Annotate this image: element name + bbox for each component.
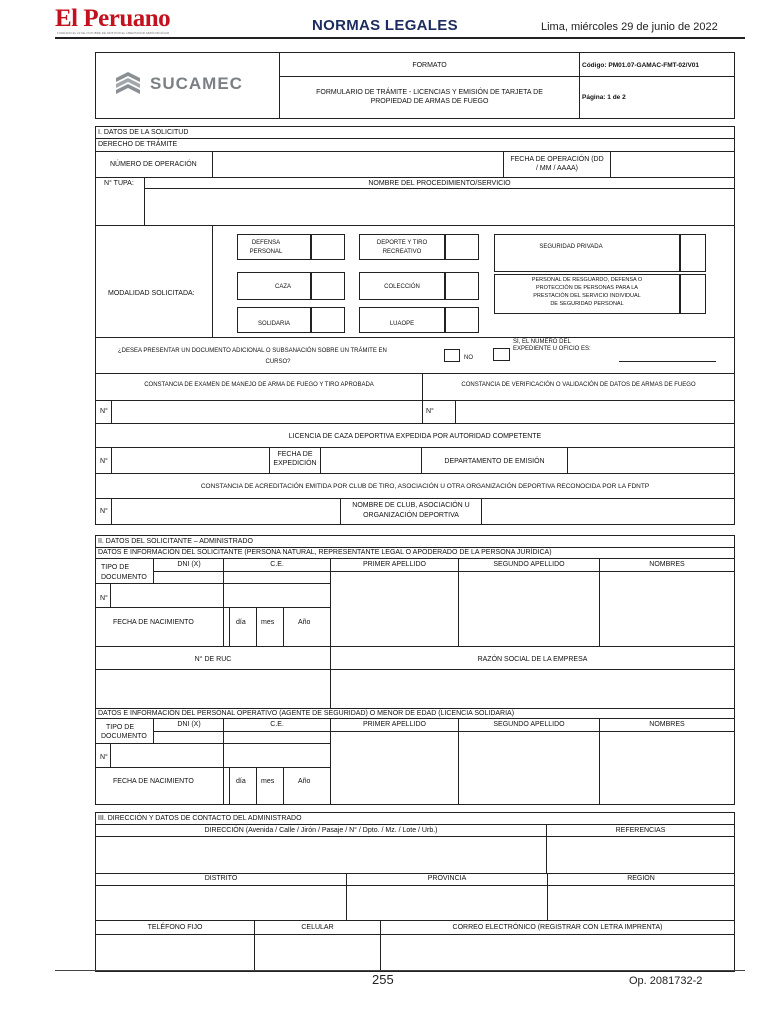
solicitante-subtitle: DATOS E INFORMACIÓN DEL SOLICITANTE (PERSONA NATURAL, REPRESENTANTE LEGAL O APODERADO DE LA PERSONA JURÍDICA): [98, 549, 552, 556]
primer-apellido2-label: PRIMER APELLIDO: [362, 721, 427, 728]
newspaper-logo: El Peruano: [55, 5, 171, 32]
verificacion-n-label: N°: [426, 408, 434, 415]
footer-rule: [55, 970, 745, 971]
fecha-expedicion-label-1: FECHA DE: [277, 451, 313, 458]
luaope-label: LUAOPE: [389, 321, 415, 327]
defensa-personal-checkbox[interactable]: [311, 234, 345, 260]
procedimiento-label: NOMBRE DEL PROCEDIMIENTO/SERVICIO: [368, 180, 511, 187]
fecha-expedicion-label-2: EXPEDICIÓN: [273, 460, 317, 467]
ce2-label: C.E.: [270, 721, 284, 728]
dia-label: día: [236, 619, 246, 626]
caza-label: CAZA: [274, 284, 291, 290]
page-number: 255: [372, 972, 394, 987]
nombres2-label: NOMBRES: [649, 721, 685, 728]
club-n-label: N°: [100, 508, 108, 515]
section-contacto: [95, 812, 735, 972]
direccion-label: DIRECCIÓN (Avenida / Calle / Jirón / Pasaje / N° / Dpto. / Mz. / Lote / Urb.): [204, 827, 438, 834]
correo-label: CORREO ELECTRÓNICO (REGISTRAR CON LETRA IMPRENTA): [452, 924, 663, 931]
sucamec-brand: SUCAMEC: [150, 74, 243, 93]
si-label-1: SÍ, EL NÚMERO DEL: [513, 339, 571, 345]
solidaria-label: SOLIDARIA: [257, 321, 290, 327]
si-checkbox[interactable]: [493, 348, 510, 361]
ruc-label: N° DE RUC: [194, 656, 232, 663]
dia2-label: día: [236, 778, 246, 785]
tupa-label: N° TUPA:: [104, 180, 134, 187]
tipo-doc-label-2: DOCUMENTO: [101, 574, 147, 581]
segundo-apellido2-label: SEGUNDO APELLIDO: [493, 721, 565, 728]
issue-date: Lima, miércoles 29 de junio de 2022: [541, 21, 718, 33]
razon-social-label: RAZÓN SOCIAL DE LA EMPRESA: [477, 656, 588, 663]
defensa-label-2: PERSONAL: [249, 249, 283, 255]
operativo-subtitle: DATOS E INFORMACIÓN DEL PERSONAL OPERATIVO (AGENTE DE SEGURIDAD) O MENOR DE EDAD (LICENCIA SOLIDARIA): [98, 710, 515, 717]
form-page: Página: 1 de 2: [582, 94, 626, 101]
fecha-operacion-label-1: FECHA DE OPERACIÓN (DD: [510, 156, 604, 163]
luaope-checkbox[interactable]: [445, 307, 479, 333]
personal-checkbox[interactable]: [680, 274, 706, 314]
celular-label: CELULAR: [301, 924, 334, 931]
seguridad-label: SEGURIDAD PRIVADA: [539, 244, 603, 250]
solicitante-n-label: N°: [100, 595, 108, 602]
telefono-label: TELÉFONO FIJO: [147, 924, 203, 931]
personal-label-2: PROTECCIÓN DE PERSONAS PARA LA: [536, 285, 638, 291]
no-checkbox[interactable]: [444, 349, 460, 362]
caza-checkbox[interactable]: [311, 272, 345, 300]
section-ii-title: II. DATOS DEL SOLICITANTE – ADMINISTRADO: [98, 538, 253, 545]
operation-number: Op. 2081732-2: [629, 975, 703, 987]
anio-label: Año: [298, 619, 311, 626]
tipo-doc-label-1: TIPO DE: [101, 564, 130, 571]
personal-label-3: PRESTACIÓN DEL SERVICIO INDIVIDUAL: [533, 293, 641, 299]
departamento-label: DEPARTAMENTO DE EMISIÓN: [444, 458, 545, 465]
provincia-label: PROVINCIA: [427, 875, 467, 882]
personal-label-4: DE SEGURIDAD PERSONAL: [550, 301, 624, 307]
no-label: NO: [464, 355, 473, 361]
tipo-doc2-label-2: DOCUMENTO: [101, 733, 147, 740]
distrito-label: DISTRITO: [204, 875, 238, 882]
licencia-caza-label: LICENCIA DE CAZA DEPORTIVA EXPEDIDA POR AUTORIDAD COMPETENTE: [288, 433, 542, 440]
derecho-tramite-label: DERECHO DE TRÁMITE: [98, 141, 178, 148]
form-title-line2: PROPIEDAD DE ARMAS DE FUEGO: [370, 98, 489, 105]
section-i-title: I. DATOS DE LA SOLICITUD: [98, 129, 189, 136]
club-label-2: ORGANIZACIÓN DEPORTIVA: [363, 512, 459, 519]
fecha-operacion-label-2: / MM / AAAA): [535, 165, 578, 172]
section-title: NORMAS LEGALES: [312, 17, 458, 34]
section-iii-title: III. DIRECCIÓN Y DATOS DE CONTACTO DEL ADMINISTRADO: [98, 815, 302, 822]
desea-label-1: ¿DESEA PRESENTAR UN DOCUMENTO ADICIONAL O SUBSANACIÓN SOBRE UN TRÁMITE EN: [118, 348, 387, 354]
sucamec-logo-icon: [113, 71, 143, 99]
deporte-label-2: RECREATIVO: [382, 249, 422, 255]
modalidad-label: MODALIDAD SOLICITADA:: [108, 290, 195, 297]
constancia-verificacion-label: CONSTANCIA DE VERIFICACIÓN O VALIDACIÓN DE DATOS DE ARMAS DE FUEGO: [461, 382, 696, 388]
seguridad-checkbox[interactable]: [680, 234, 706, 272]
defensa-label-1: DEFENSA: [251, 240, 281, 246]
form-header: [95, 52, 735, 119]
fecha-nac-label: FECHA DE NACIMIENTO: [113, 619, 194, 626]
expediente-input[interactable]: [619, 353, 716, 362]
tipo-doc2-label-1: TIPO DE: [106, 724, 135, 731]
solidaria-checkbox[interactable]: [311, 307, 345, 333]
numero-operacion-label: NÚMERO DE OPERACIÓN: [110, 161, 197, 168]
acreditacion-label: CONSTANCIA DE ACREDITACIÓN EMITIDA POR CLUB DE TIRO, ASOCIACIÓN U OTRA ORGANIZACIÓN DEPORTIVA RECONOCIDA POR LA FDNTP: [200, 483, 650, 490]
club-label-1: NOMBRE DE CLUB, ASOCIACIÓN U: [352, 502, 470, 509]
dni-label: DNI (X): [177, 561, 201, 568]
form-code: Código: PM01.07-GAMAC-FMT-02/V01: [582, 62, 700, 69]
mes-label: mes: [261, 619, 275, 626]
section-solicitante: [95, 535, 735, 805]
coleccion-checkbox[interactable]: [445, 272, 479, 300]
formato-label: FORMATO: [412, 62, 447, 69]
si-label-2: EXPEDIENTE U OFICIO ES:: [513, 346, 591, 352]
anio2-label: Año: [298, 778, 311, 785]
dni2-label: DNI (X): [177, 721, 201, 728]
newspaper-tagline: FUNDADO EL 22 DE OCTUBRE DE 1825 POR EL LIBERTADOR SIMÓN BOLÍVAR: [57, 31, 170, 35]
deporte-checkbox[interactable]: [445, 234, 479, 260]
section-solicitud: [95, 126, 735, 525]
ce-label: C.E.: [270, 561, 284, 568]
mes2-label: mes: [261, 778, 275, 785]
licencia-n-label: N°: [100, 458, 108, 465]
segundo-apellido-label: SEGUNDO APELLIDO: [493, 561, 565, 568]
desea-label-2: CURSO?: [265, 359, 291, 365]
region-label: REGIÓN: [627, 875, 655, 882]
examen-n-label: N°: [100, 408, 108, 415]
form-title-line1: FORMULARIO DE TRÁMITE - LICENCIAS Y EMISIÓN DE TARJETA DE: [316, 89, 543, 96]
nombres-label: NOMBRES: [649, 561, 685, 568]
constancia-examen-label: CONSTANCIA DE EXAMEN DE MANEJO DE ARMA DE FUEGO Y TIRO APROBADA: [144, 382, 374, 388]
header-rule: [55, 37, 745, 39]
seguridad-box: [494, 234, 680, 272]
primer-apellido-label: PRIMER APELLIDO: [362, 561, 427, 568]
fecha-nac2-label: FECHA DE NACIMIENTO: [113, 778, 194, 785]
operativo-n-label: N°: [100, 754, 108, 761]
coleccion-label: COLECCIÓN: [384, 284, 420, 290]
deporte-label-1: DEPORTE Y TIRO: [376, 240, 428, 246]
referencias-label: REFERENCIAS: [615, 827, 666, 834]
personal-label-1: PERSONAL DE RESGUARDO, DEFENSA O: [531, 277, 643, 283]
